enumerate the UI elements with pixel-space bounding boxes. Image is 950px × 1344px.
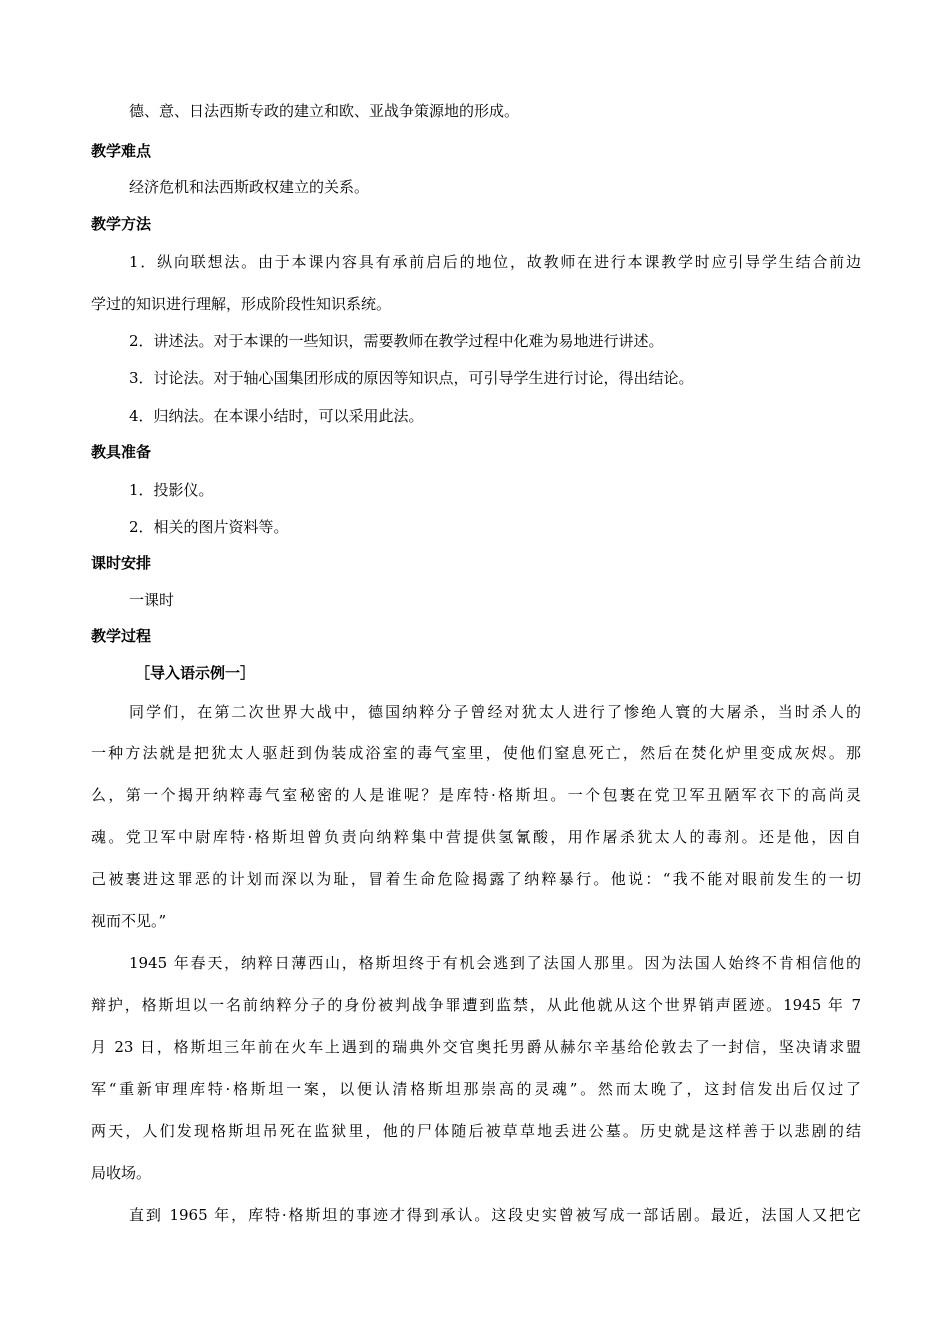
method-item-1-line-2: 学过的知识进行理解，形成阶段性知识系统。	[91, 295, 392, 313]
difficulty-heading: 教学难点	[91, 142, 152, 160]
paragraph-1-line-4: 魂。党卫军中尉库特·格斯坦曾负责向纳粹集中营提供氢氰酸，用作屠杀犹太人的毒剂。还是他，因自	[91, 828, 861, 846]
paragraph-2-line-2: 辩护，格斯坦以一名前纳粹分子的身份被判战争罪遭到监禁，从此他就从这个世界销声匿迹。1945 年 7	[91, 996, 861, 1014]
paragraph-2-line-6: 局收场。	[91, 1164, 152, 1182]
methods-heading: 教学方法	[91, 215, 152, 233]
paragraph-1-line-1: 同学们，在第二次世界大战中，德国纳粹分子曾经对犹太人进行了惨绝人寰的大屠杀，当时杀人的	[129, 703, 861, 721]
paragraph-1-line-5: 己被裹进这罪恶的计划而深以为耻，冒着生命危险揭露了纳粹暴行。他说：“我不能对眼前发生的一切	[91, 870, 861, 888]
schedule-text: 一课时	[129, 591, 175, 609]
paragraph-2-line-1: 1945 年春天，纳粹日薄西山，格斯坦终于有机会逃到了法国人那里。因为法国人始终不肯相信他的	[129, 954, 861, 972]
intro-example-label: ［导入语示例一］	[135, 664, 256, 682]
paragraph-1-line-6: 视而不见。”	[91, 912, 167, 930]
paragraph-2-line-4: 军“重新审理库特·格斯坦一案，以便认清格斯坦那崇高的灵魂”。然而太晚了，这封信发出后仅过了	[91, 1080, 861, 1098]
focus-text: 德、意、日法西斯专政的建立和欧、亚战争策源地的形成。	[129, 102, 520, 120]
paragraph-2-line-5: 两天，人们发现格斯坦吊死在监狱里，他的尸体随后被草草地丢进公墓。历史就是这样善于以悲剧的结	[91, 1122, 861, 1140]
schedule-heading: 课时安排	[91, 554, 152, 572]
tool-item-2: 2．相关的图片资料等。	[129, 518, 289, 536]
process-heading: 教学过程	[91, 627, 152, 645]
tool-item-1: 1．投影仪。	[129, 481, 214, 499]
method-item-3: 3．讨论法。对于轴心国集团形成的原因等知识点，可引导学生进行讨论，得出结论。	[129, 369, 694, 387]
paragraph-1-line-3: 么，第一个揭开纳粹毒气室秘密的人是谁呢？是库特·格斯坦。一个包裹在党卫军丑陋军衣下的高尚灵	[91, 786, 861, 804]
method-item-1-line-1: 1．纵向联想法。由于本课内容具有承前启后的地位，故教师在进行本课教学时应引导学生结合前边	[129, 253, 861, 271]
method-item-2: 2．讲述法。对于本课的一些知识，需要教师在教学过程中化难为易地进行讲述。	[129, 332, 664, 350]
paragraph-2-line-3: 月 23 日，格斯坦三年前在火车上遇到的瑞典外交官奥托男爵从赫尔辛基给伦敦去了一封信，坚决请求盟	[91, 1038, 861, 1056]
difficulty-text: 经济危机和法西斯政权建立的关系。	[129, 178, 370, 196]
paragraph-3-line-1: 直到 1965 年，库特·格斯坦的事迹才得到承认。这段史实曾被写成一部话剧。最近，法国人又把它	[129, 1206, 861, 1224]
tools-heading: 教具准备	[91, 443, 152, 461]
paragraph-1-line-2: 一种方法就是把犹太人驱赶到伪装成浴室的毒气室里，使他们窒息死亡，然后在焚化炉里变成灰烬。那	[91, 744, 861, 762]
method-item-4: 4．归纳法。在本课小结时，可以采用此法。	[129, 407, 424, 425]
